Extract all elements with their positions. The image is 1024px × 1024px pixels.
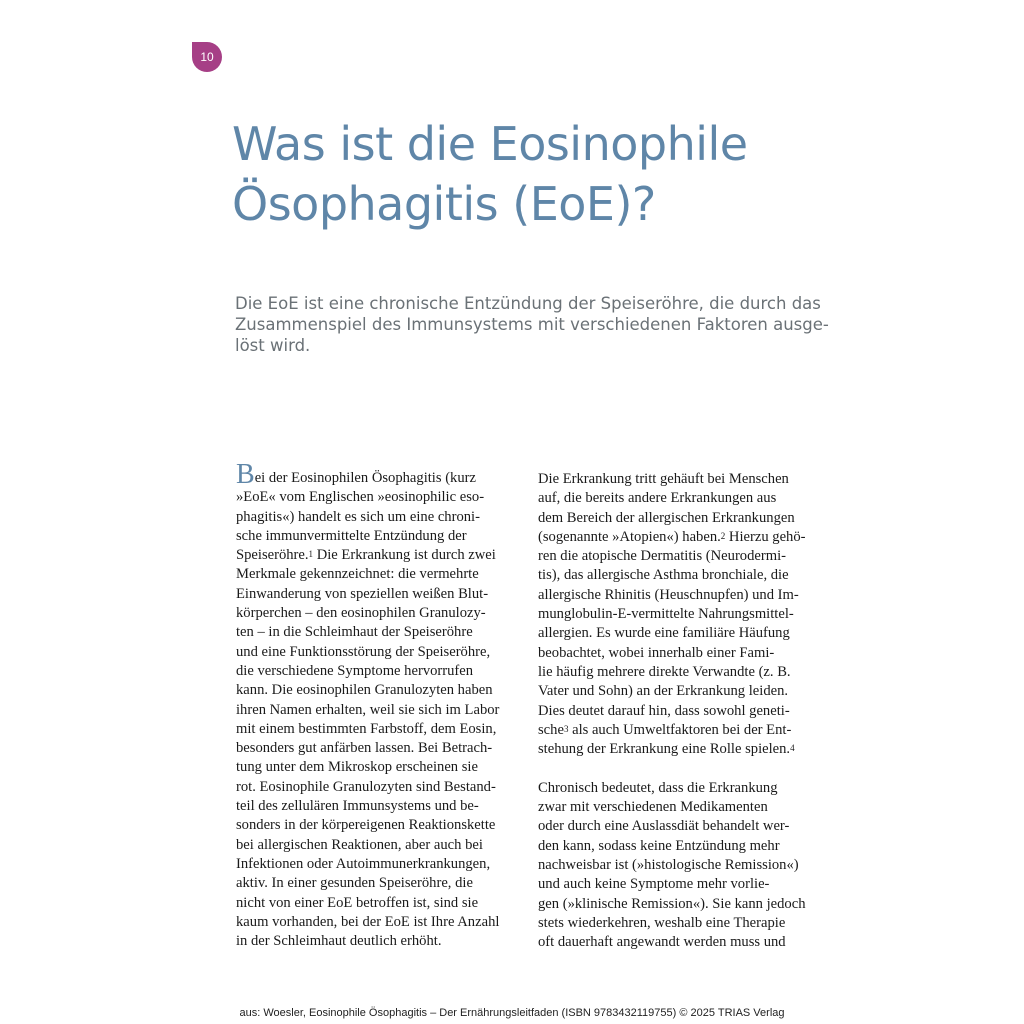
body-line: bei allergischen Reaktionen, aber auch bei — [236, 836, 483, 853]
body-text: Hierzu gehö- — [725, 528, 806, 545]
body-line: ihren Namen erhalten, weil sie sich im Labor — [236, 701, 500, 718]
body-line: tung unter dem Mikroskop erscheinen sie — [236, 759, 478, 776]
body-line: aktiv. In einer gesunden Speiseröhre, die — [236, 875, 473, 892]
lead-line: löst wird. — [235, 336, 311, 355]
body-line: besonders gut anfärben lassen. Bei Betrach- — [236, 740, 493, 757]
body-line: oder durch eine Auslassdiät behandelt wer- — [538, 818, 790, 835]
body-line: munglobulin-E-vermittelte Nahrungsmittel- — [538, 606, 794, 623]
body-line: kaum vorhanden, bei der EoE ist Ihre Anzahl — [236, 913, 500, 930]
source-footer: aus: Woesler, Eosinophile Ösophagitis – Der Ernährungsleitfaden (ISBN 9783432119755) © 2025 TRIAS Verlag — [239, 1007, 785, 1019]
title-line-2: Ösophagitis (EoE)? — [232, 177, 656, 231]
body-line: die verschiedene Symptome hervorrufen — [236, 662, 474, 679]
body-line: dem Bereich der allergischen Erkrankungen — [538, 509, 795, 526]
body-line: in der Schleimhaut deutlich erhöht. — [236, 933, 442, 950]
body-line — [538, 721, 818, 740]
body-text: Die Erkrankung ist durch zwei — [313, 547, 496, 564]
body-line: beobachtet, wobei innerhalb einer Fami- — [538, 644, 775, 661]
body-text: stehung der Erkrankung eine Rolle spielen. — [538, 741, 791, 758]
body-text: ei der Eosinophilen Ösophagitis (kurz — [254, 470, 476, 486]
page-number-badge: 10 — [192, 42, 222, 72]
body-line: mit einem bestimmten Farbstoff, dem Eosin, — [236, 720, 497, 737]
body-text: (sogenannte »Atopien«) haben. — [538, 528, 721, 545]
body-line: lie häufig mehrere direkte Verwandte (z. B. — [538, 663, 791, 680]
body-line: sche immunvermittelte Entzündung der — [236, 527, 467, 544]
body-line: allergische Rhinitis (Heuschnupfen) und Im- — [538, 586, 799, 603]
body-line: nachweisbar ist (»histologische Remission«) — [538, 856, 799, 873]
body-line: Merkmale gekennzeichnet: die vermehrte — [236, 566, 479, 583]
body-line: teil des zellulären Immunsystems und be- — [236, 798, 479, 815]
body-line: und eine Funktionsstörung der Speiseröhre, — [236, 643, 491, 660]
footnote-ref: 1 — [308, 549, 314, 560]
body-line: zwar mit verschiedenen Medikamenten — [538, 799, 768, 816]
body-line: phagitis«) handelt es sich um eine chroni- — [236, 508, 480, 525]
body-line: nicht von einer EoE betroffen ist, sind sie — [236, 894, 479, 911]
body-line: sonders in der körpereigenen Reaktionskette — [236, 817, 496, 834]
body-line: »EoE« vom Englischen »eosinophilic eso- — [236, 489, 485, 506]
body-line: oft dauerhaft angewandt werden muss und — [538, 934, 786, 951]
body-line: ren die atopische Dermatitis (Neurodermi- — [538, 548, 787, 565]
body-line — [538, 528, 818, 547]
body-line: rot. Eosinophile Granulozyten sind Bestand- — [236, 778, 496, 795]
body-line — [538, 740, 818, 759]
paragraph-gap — [538, 759, 818, 778]
body-line: Infektionen oder Autoimmunerkrankungen, — [236, 855, 491, 872]
body-line — [236, 459, 516, 490]
lead-line: Die EoE ist eine chronische Entzündung der Speiseröhre, die durch das — [235, 294, 821, 313]
body-line — [236, 546, 516, 565]
body-line: tis), das allergische Asthma bronchiale, die — [538, 567, 789, 584]
body-line: Dies deutet darauf hin, dass sowohl geneti- — [538, 702, 790, 719]
body-line: Vater und Sohn) an der Erkrankung leiden. — [538, 683, 789, 700]
body-line: den kann, sodass keine Entzündung mehr — [538, 837, 780, 854]
body-line: stets wiederkehren, weshalb eine Therapie — [538, 914, 786, 931]
body-line: Chronisch bedeutet, dass die Erkrankung — [538, 779, 778, 796]
lead-paragraph — [235, 293, 835, 356]
body-line: allergien. Es wurde eine familiäre Häufung — [538, 625, 790, 642]
body-column-left — [236, 459, 516, 951]
lead-line: Zusammenspiel des Immunsystems mit verschiedenen Faktoren ausge- — [235, 315, 829, 334]
body-text: sche — [538, 721, 564, 738]
footnote-ref: 4 — [790, 743, 795, 754]
body-line: Einwanderung von speziellen weißen Blut- — [236, 585, 489, 602]
body-line: ten – in die Schleimhaut der Speiseröhre — [236, 624, 473, 641]
body-line: und auch keine Symptome mehr vorlie- — [538, 876, 770, 893]
title-line-1: Was ist die Eosinophile — [232, 117, 748, 171]
body-text: als auch Umweltfaktoren bei der Ent- — [568, 721, 792, 738]
body-line: kann. Die eosinophilen Granulozyten haben — [236, 682, 493, 699]
body-column-right — [538, 470, 818, 952]
page-title — [232, 114, 852, 234]
footnote-ref: 3 — [563, 723, 569, 734]
footnote-ref: 2 — [720, 530, 726, 541]
body-text: Speiseröhre. — [236, 547, 309, 564]
body-line: auf, die bereits andere Erkrankungen aus — [538, 490, 777, 507]
body-line: Die Erkrankung tritt gehäuft bei Menschen — [538, 471, 789, 487]
body-line: gen (»klinische Remission«). Sie kann jedoch — [538, 895, 806, 912]
body-line: körperchen – den eosinophilen Granulozy- — [236, 605, 486, 622]
drop-cap: B — [236, 459, 255, 490]
